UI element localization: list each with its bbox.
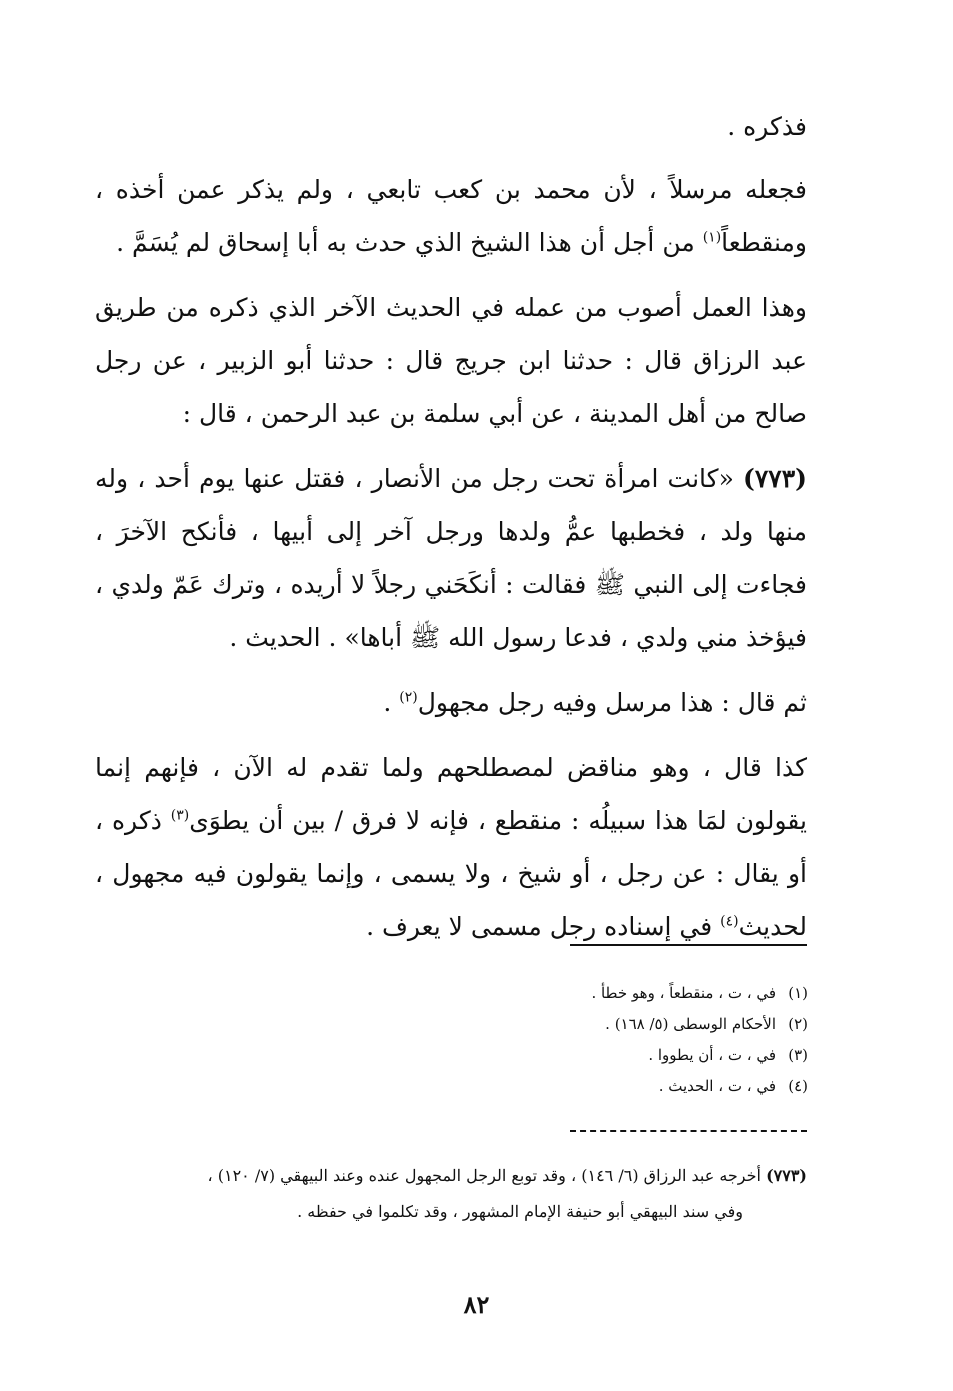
footnote-4-text: في ، ت ، الحديث . [658,1077,776,1095]
page-number: ٨٢ [463,1290,490,1319]
footnote-separator [570,944,807,946]
hadith-note-number: (٧٧٣) [766,1166,807,1185]
paragraph-3 [95,281,807,440]
paragraph-6-text: كذا قال ، وهو مناقض لمصطلحهم ولما تقدم له الآن ، فإنهم إنما يقولون لمَا هذا سبيلُه : منقطع ، فإنه لا فرق / بين أن يطوَى [95,753,807,835]
hadith-note-separator [570,1130,807,1132]
hadith-note-line-2 [95,1194,807,1230]
paragraph-5-text: ثم قال : هذا مرسل وفيه رجل مجهول [417,688,807,717]
hadith-text: «كانت امرأة تحت رجل من الأنصار ، فقتل عنها يوم أحد ، وله منها ولد ، فخطبها عمُّ ولدها ورجل آخر إلى أبيها ، فأنكح الآخرَ ، فجاءت إلى النبي ﷺ فقالت : أنكَحَني رجلاً لا أريده ، وترك عَمّ ولدي ، فيؤخذ مني ولدي ، فدعا رسول الله ﷺ أباها» . الحديث . [95,464,807,652]
footnote-1-text: في ، ت ، منقطعاً ، وهو خطأ . [591,984,776,1002]
paragraph-1 [95,100,807,153]
footnote-2-number: (٢) [788,1015,808,1033]
paragraph-6-mid: ذكره ، أو يقال : عن رجل ، أو شيخ ، ولا يسمى ، وإنما يقولون فيه مجهول ، لحديث [95,806,807,941]
footnote-ref-4[interactable]: (٤) [720,913,739,930]
footnote-4 [420,1071,808,1102]
footnote-4-number: (٤) [788,1077,808,1095]
main-text [95,100,807,965]
paragraph-4-hadith [95,452,807,664]
hadith-note-line-2-text: وفي سند البيهقي أبو حنيفة الإمام المشهور ، وقد تكلموا في حفظه . [297,1202,743,1221]
paragraph-1-text: فذكره . [727,112,807,141]
footnotes [420,978,808,1102]
hadith-note-line-1 [95,1158,807,1194]
footnote-1-number: (١) [788,984,808,1002]
hadith-note-line-1-text: أخرجه عبد الرزاق (٦/ ١٤٦) ، وقد توبع الرجل المجهول عنده وعند البيهقي (٧/ ١٢٠) ، [207,1166,767,1185]
footnote-3-text: في ، ت ، أن يطووا . [648,1046,776,1064]
paragraph-2 [95,163,807,269]
paragraph-2-rest: من أجل أن هذا الشيخ الذي حدث به أبا إسحاق لم يُسَمَّ . [116,228,703,257]
footnote-1 [420,978,808,1009]
paragraph-6 [95,741,807,953]
paragraph-5-rest: . [383,688,400,717]
footnote-2-text: الأحكام الوسطى (٥/ ١٦٨) . [605,1015,776,1033]
hadith-takhrij-note [95,1158,807,1230]
footnote-ref-3[interactable]: (٣) [170,807,190,824]
paragraph-5 [95,676,807,729]
footnote-ref-2[interactable]: (٢) [399,689,418,706]
footnote-3 [420,1040,808,1071]
footnote-2 [420,1009,808,1040]
footnote-ref-1[interactable]: (١) [702,229,722,246]
footnote-3-number: (٣) [788,1046,808,1064]
paragraph-2-text: فجعله مرسلاً ، لأن محمد بن كعب تابعي ، ولم يذكر عمن أخذه ، ومنقطعاً [95,175,807,257]
paragraph-6-rest: في إسناده رجل مسمى لا يعرف . [366,912,721,941]
paragraph-3-text: وهذا العمل أصوب من عمله في الحديث الآخر الذي ذكره من طريق عبد الرزاق قال : حدثنا ابن جريج قال : حدثنا أبو الزبير ، عن رجل صالح من أهل المدينة ، عن أبي سلمة بن عبد الرحمن ، قال : [95,293,807,428]
hadith-number: (٧٧٣) [743,464,807,493]
